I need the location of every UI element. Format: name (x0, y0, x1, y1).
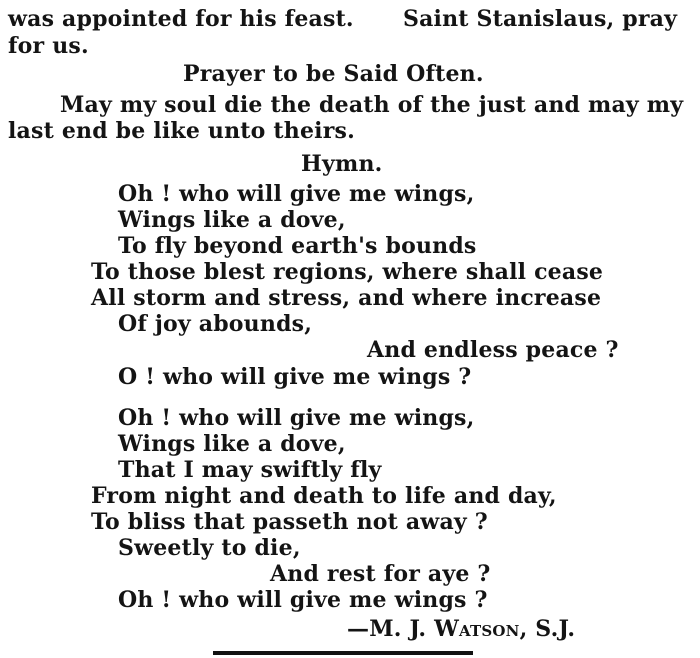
prayer-title: Prayer to be Said Often. (183, 61, 484, 87)
intro-line-1a: was appointed for his feast. (8, 6, 354, 32)
stanza-1-line: To fly beyond earth's bounds (118, 233, 477, 259)
stanza-2-line: Oh ! who will give me wings, (118, 405, 475, 431)
stanza-1-line: O ! who will give me wings ? (118, 364, 472, 390)
closing-rule (213, 651, 473, 655)
stanza-2-line: That I may swiftly fly (118, 457, 382, 483)
stanza-2-line: And rest for aye ? (270, 561, 491, 587)
stanza-1-line: Wings like a dove, (118, 207, 346, 233)
stanza-2-line: Wings like a dove, (118, 431, 346, 457)
stanza-1-line: Of joy abounds, (118, 311, 313, 337)
stanza-1-line: All storm and stress, and where increase (91, 285, 602, 311)
stanza-2-line: From night and death to life and day, (91, 483, 557, 509)
stanza-2-line: Oh ! who will give me wings ? (118, 587, 488, 613)
stanza-2-line: Sweetly to die, (118, 535, 301, 561)
hymn-title: Hymn. (301, 151, 383, 177)
intro-line-2: for us. (8, 33, 89, 59)
prayer-line-2: last end be like unto theirs. (8, 118, 355, 144)
stanza-1-line: Oh ! who will give me wings, (118, 181, 475, 207)
intro-line-1b: Saint Stanislaus, pray (403, 6, 678, 32)
stanza-2-line: To bliss that passeth not away ? (91, 509, 488, 535)
stanza-1-line: To those blest regions, where shall cease (91, 259, 604, 285)
stanza-1-line: And endless peace ? (367, 337, 619, 363)
attribution: —M. J. Watson, S.J. (347, 616, 576, 642)
prayer-line-1: May my soul die the death of the just and may my (60, 92, 684, 118)
